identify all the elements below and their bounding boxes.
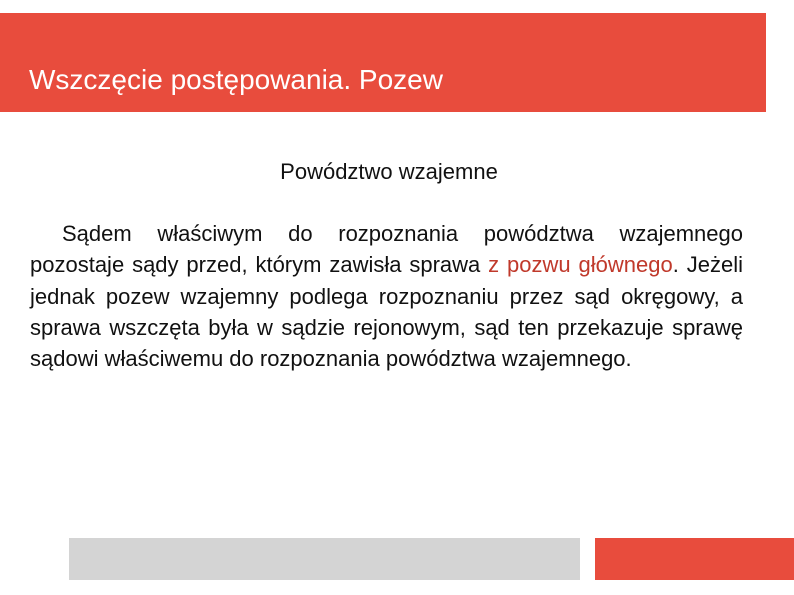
footer-red-bar bbox=[595, 538, 794, 580]
highlighted-phrase: z pozwu głównego bbox=[488, 252, 673, 278]
paragraph-text-start: Sądem właściwym do rozpoznania powództwa wzajemnego pozostaje sądy przed, którym zawisła sprawa bbox=[30, 221, 743, 278]
paragraph-text-end: . Jeżeli jednak pozew wzajemny podlega rozpoznaniu przez sąd okręgowy, a sprawa wszczęta była w sądzie rejonowym, sąd ten przekazuje sprawę sądowi właściwemu do rozpoznania powództwa wzajemnego. bbox=[30, 252, 743, 372]
footer-grey-bar bbox=[69, 538, 580, 580]
slide-title: Wszczęcie postępowania. Pozew bbox=[29, 64, 443, 95]
body-paragraph bbox=[30, 218, 743, 374]
section-subtitle: Powództwo wzajemne bbox=[280, 159, 498, 184]
